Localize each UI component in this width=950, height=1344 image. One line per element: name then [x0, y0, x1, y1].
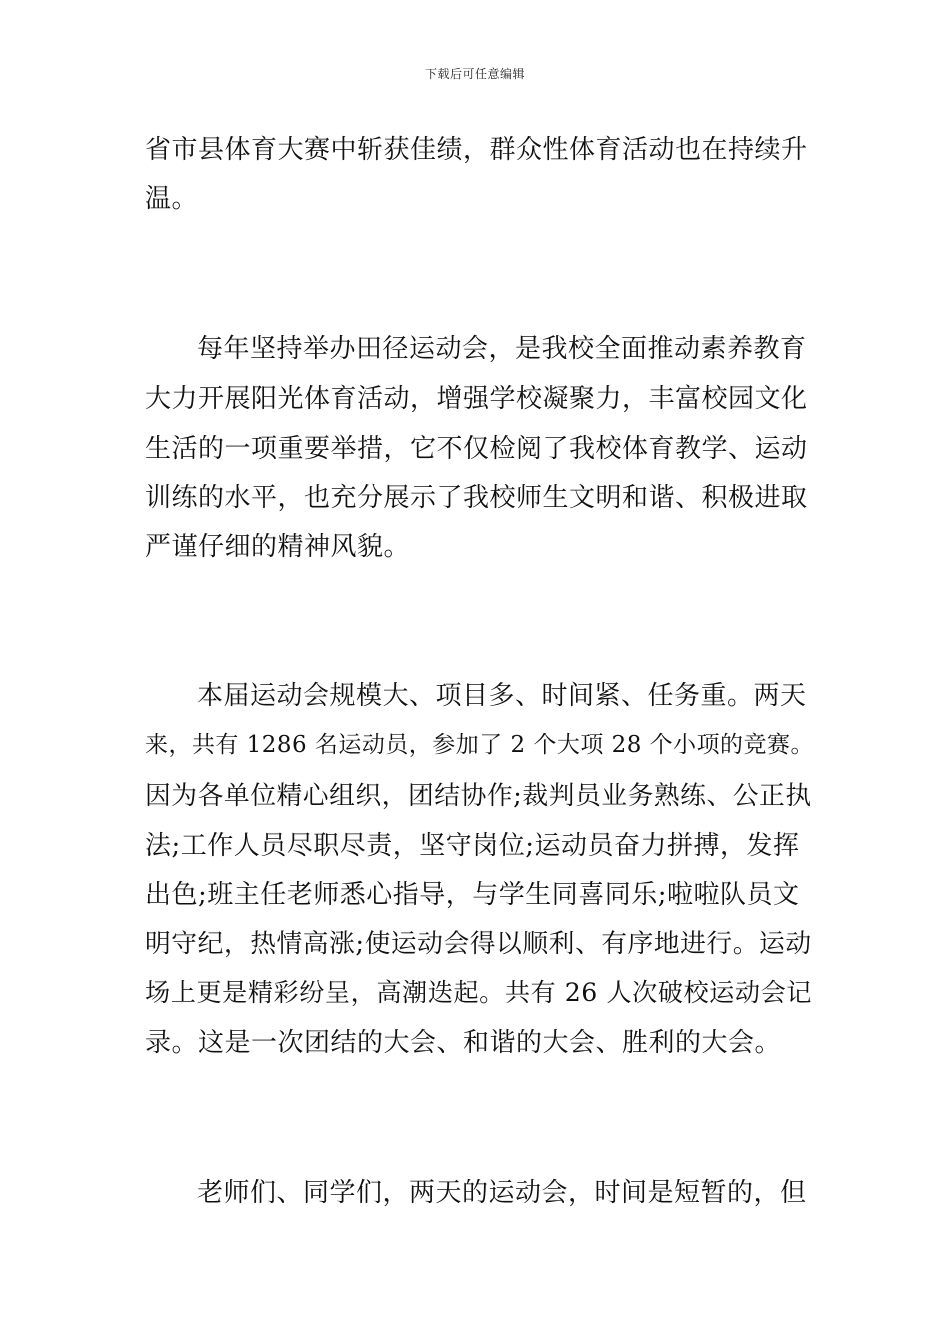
- paragraph-line: 来，共有 1286 名运动员，参加了 2 个大项 28 个小项的竞赛。: [145, 732, 814, 758]
- paragraph-line: 老师们、同学们，两天的运动会，时间是短暂的，但: [197, 1178, 807, 1208]
- paragraph-line: 省市县体育大赛中斩获佳绩，群众性体育活动也在持续升: [145, 135, 808, 165]
- paragraph-line: 明守纪，热情高涨;使运动会得以顺利、有序地进行。运动: [145, 929, 812, 959]
- paragraph-line: 场上更是精彩纷呈，高潮迭起。共有 26 人次破校运动会记: [145, 978, 812, 1007]
- paragraph-line: 严谨仔细的精神风貌。: [145, 532, 411, 562]
- paragraph-line: 因为各单位精心组织，团结协作;裁判员业务熟练、公正执: [145, 781, 812, 811]
- paragraph-line: 生活的一项重要举措，它不仅检阅了我校体育教学、运动: [145, 434, 808, 464]
- paragraph-line: 录。这是一次团结的大会、和谐的大会、胜利的大会。: [145, 1028, 782, 1058]
- paragraph-line: 大力开展阳光体育活动，增强学校凝聚力，丰富校园文化: [145, 384, 808, 414]
- paragraph-line: 出色;班主任老师悉心指导，与学生同喜同乐;啦啦队员文: [145, 880, 800, 910]
- paragraph-line: 温。: [145, 184, 199, 214]
- paragraph-line: 法;工作人员尽职尽责，坚守岗位;运动员奋力拼搏，发挥: [145, 831, 800, 861]
- paragraph-line: 训练的水平，也充分展示了我校师生文明和谐、积极进取: [145, 483, 808, 513]
- paragraph-line: 每年坚持举办田径运动会，是我校全面推动素养教育: [197, 334, 807, 364]
- paragraph-line: 本届运动会规模大、项目多、时间紧、任务重。两天: [197, 681, 807, 711]
- page-header: 下载后可任意编辑: [424, 67, 525, 81]
